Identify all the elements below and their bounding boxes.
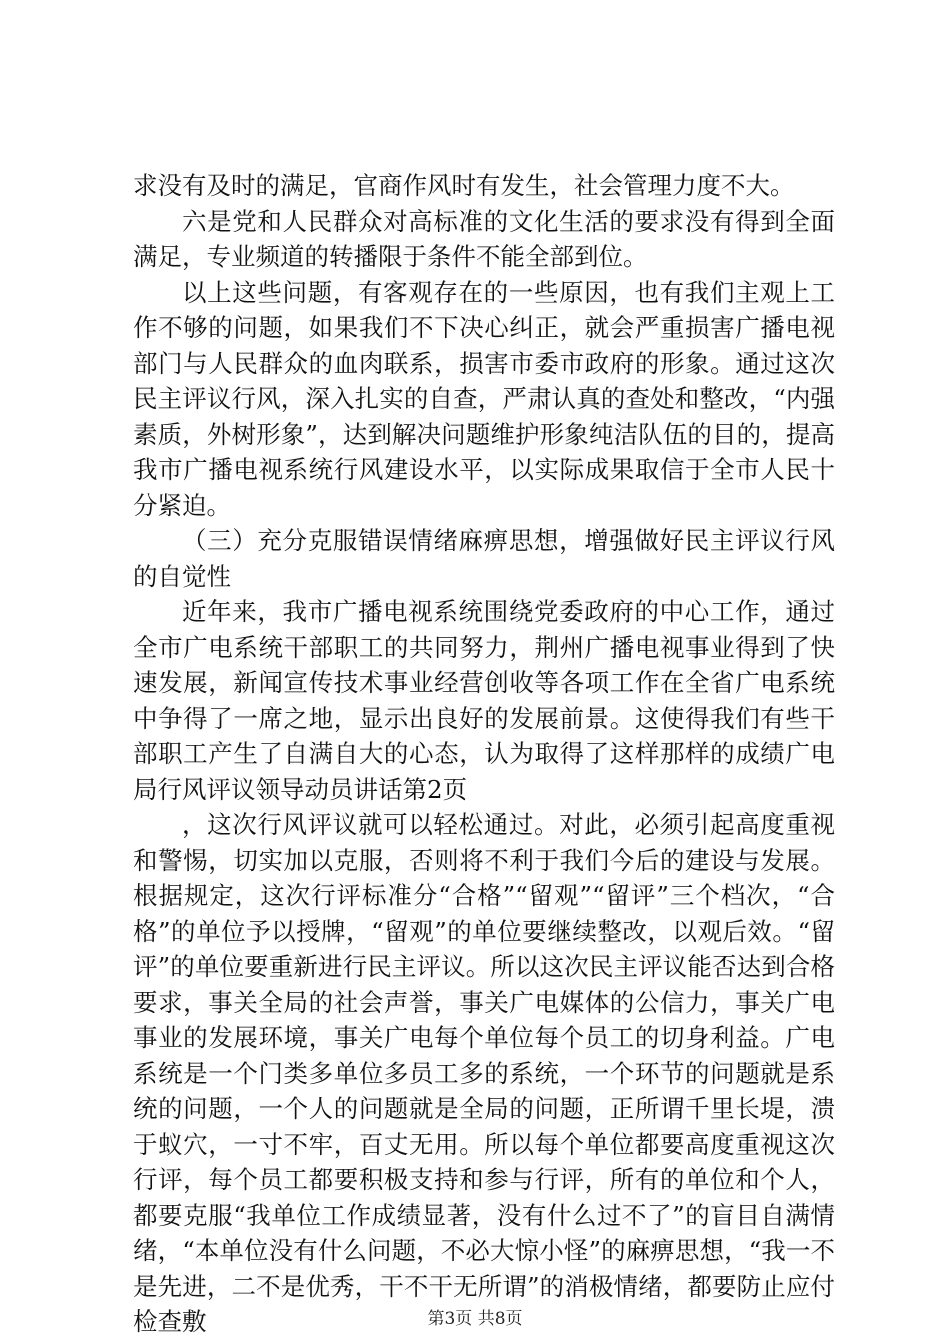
paragraph-point-six: 六是党和人民群众对高标准的文化生活的要求没有得到全面满足，专业频道的转播限于条件不能全部到位。 xyxy=(133,206,835,271)
paragraph-problems-summary: 以上这些问题，有客观存在的一些原因，也有我们主观上工作不够的问题，如果我们不下决心纠正，就会严重损害广播电视部门与人民群众的血肉联系，损害市委市政府的形象。通过这次民主评议行风，深入扎实的自查，严肃认真的查处和整改，“内强素质，外树形象”，达到解决问题维护形象纯洁队伍的目的，提高我市广播电视系统行风建设水平，以实际成果取信于全市人民十分紧迫。 xyxy=(133,277,835,520)
paragraph-continuation: 求没有及时的满足，官商作风时有发生，社会管理力度不大。 xyxy=(133,171,795,200)
section-heading-three: （三）充分克服错误情绪麻痹思想，增强做好民主评议行风的自觉性 xyxy=(133,526,835,591)
paragraph-evaluation-standards: ，这次行风评议就可以轻松通过。对此，必须引起高度重视和警惕，切实加以克服，否则将不利于我们今后的建设与发展。根据规定，这次行评标准分“合格”“留观”“留评”三个档次，“合格”的单位予以授牌，“留观”的单位要继续整改，以观后效。“留评”的单位要重新进行民主评议。所以这次民主评议能否达到合格要求，事关全局的社会声誉，事关广电媒体的公信力，事关广电事业的发展环境，事关广电每个单位每个员工的切身利益。广电系统是一个门类多单位多员工多的系统，一个环节的问题就是系统的问题，一个人的问题就是全局的问题，正所谓千里长堤，溃于蚁穴，一寸不牢，百丈无用。所以每个单位都要高度重视这次行评，每个员工都要积极支持和参与行评，所有的单位和个人，都要克服“我单位工作成绩显著，没有什么过不了”的盲目自满情绪，“本单位没有什么问题，不必大惊小怪”的麻痹思想，“我一不是先进，二不是优秀，干不干无所谓”的消极情绪，都要防止应付检查敷 xyxy=(133,810,835,1336)
page-number-footer: 第3页 共8页 xyxy=(427,1309,523,1329)
document-body xyxy=(133,168,835,1340)
paragraph-recent-years: 近年来，我市广播电视系统围绕党委政府的中心工作，通过全市广电系统干部职工的共同努力，荆州广播电视事业得到了快速发展，新闻宣传技术事业经营创收等各项工作在全省广电系统中争得了一席之地，显示出良好的发展前景。这使得我们有些干部职工产生了自满自大的心态，认为取得了这样那样的成绩广电局行风评议领导动员讲话第2页 xyxy=(133,597,835,804)
